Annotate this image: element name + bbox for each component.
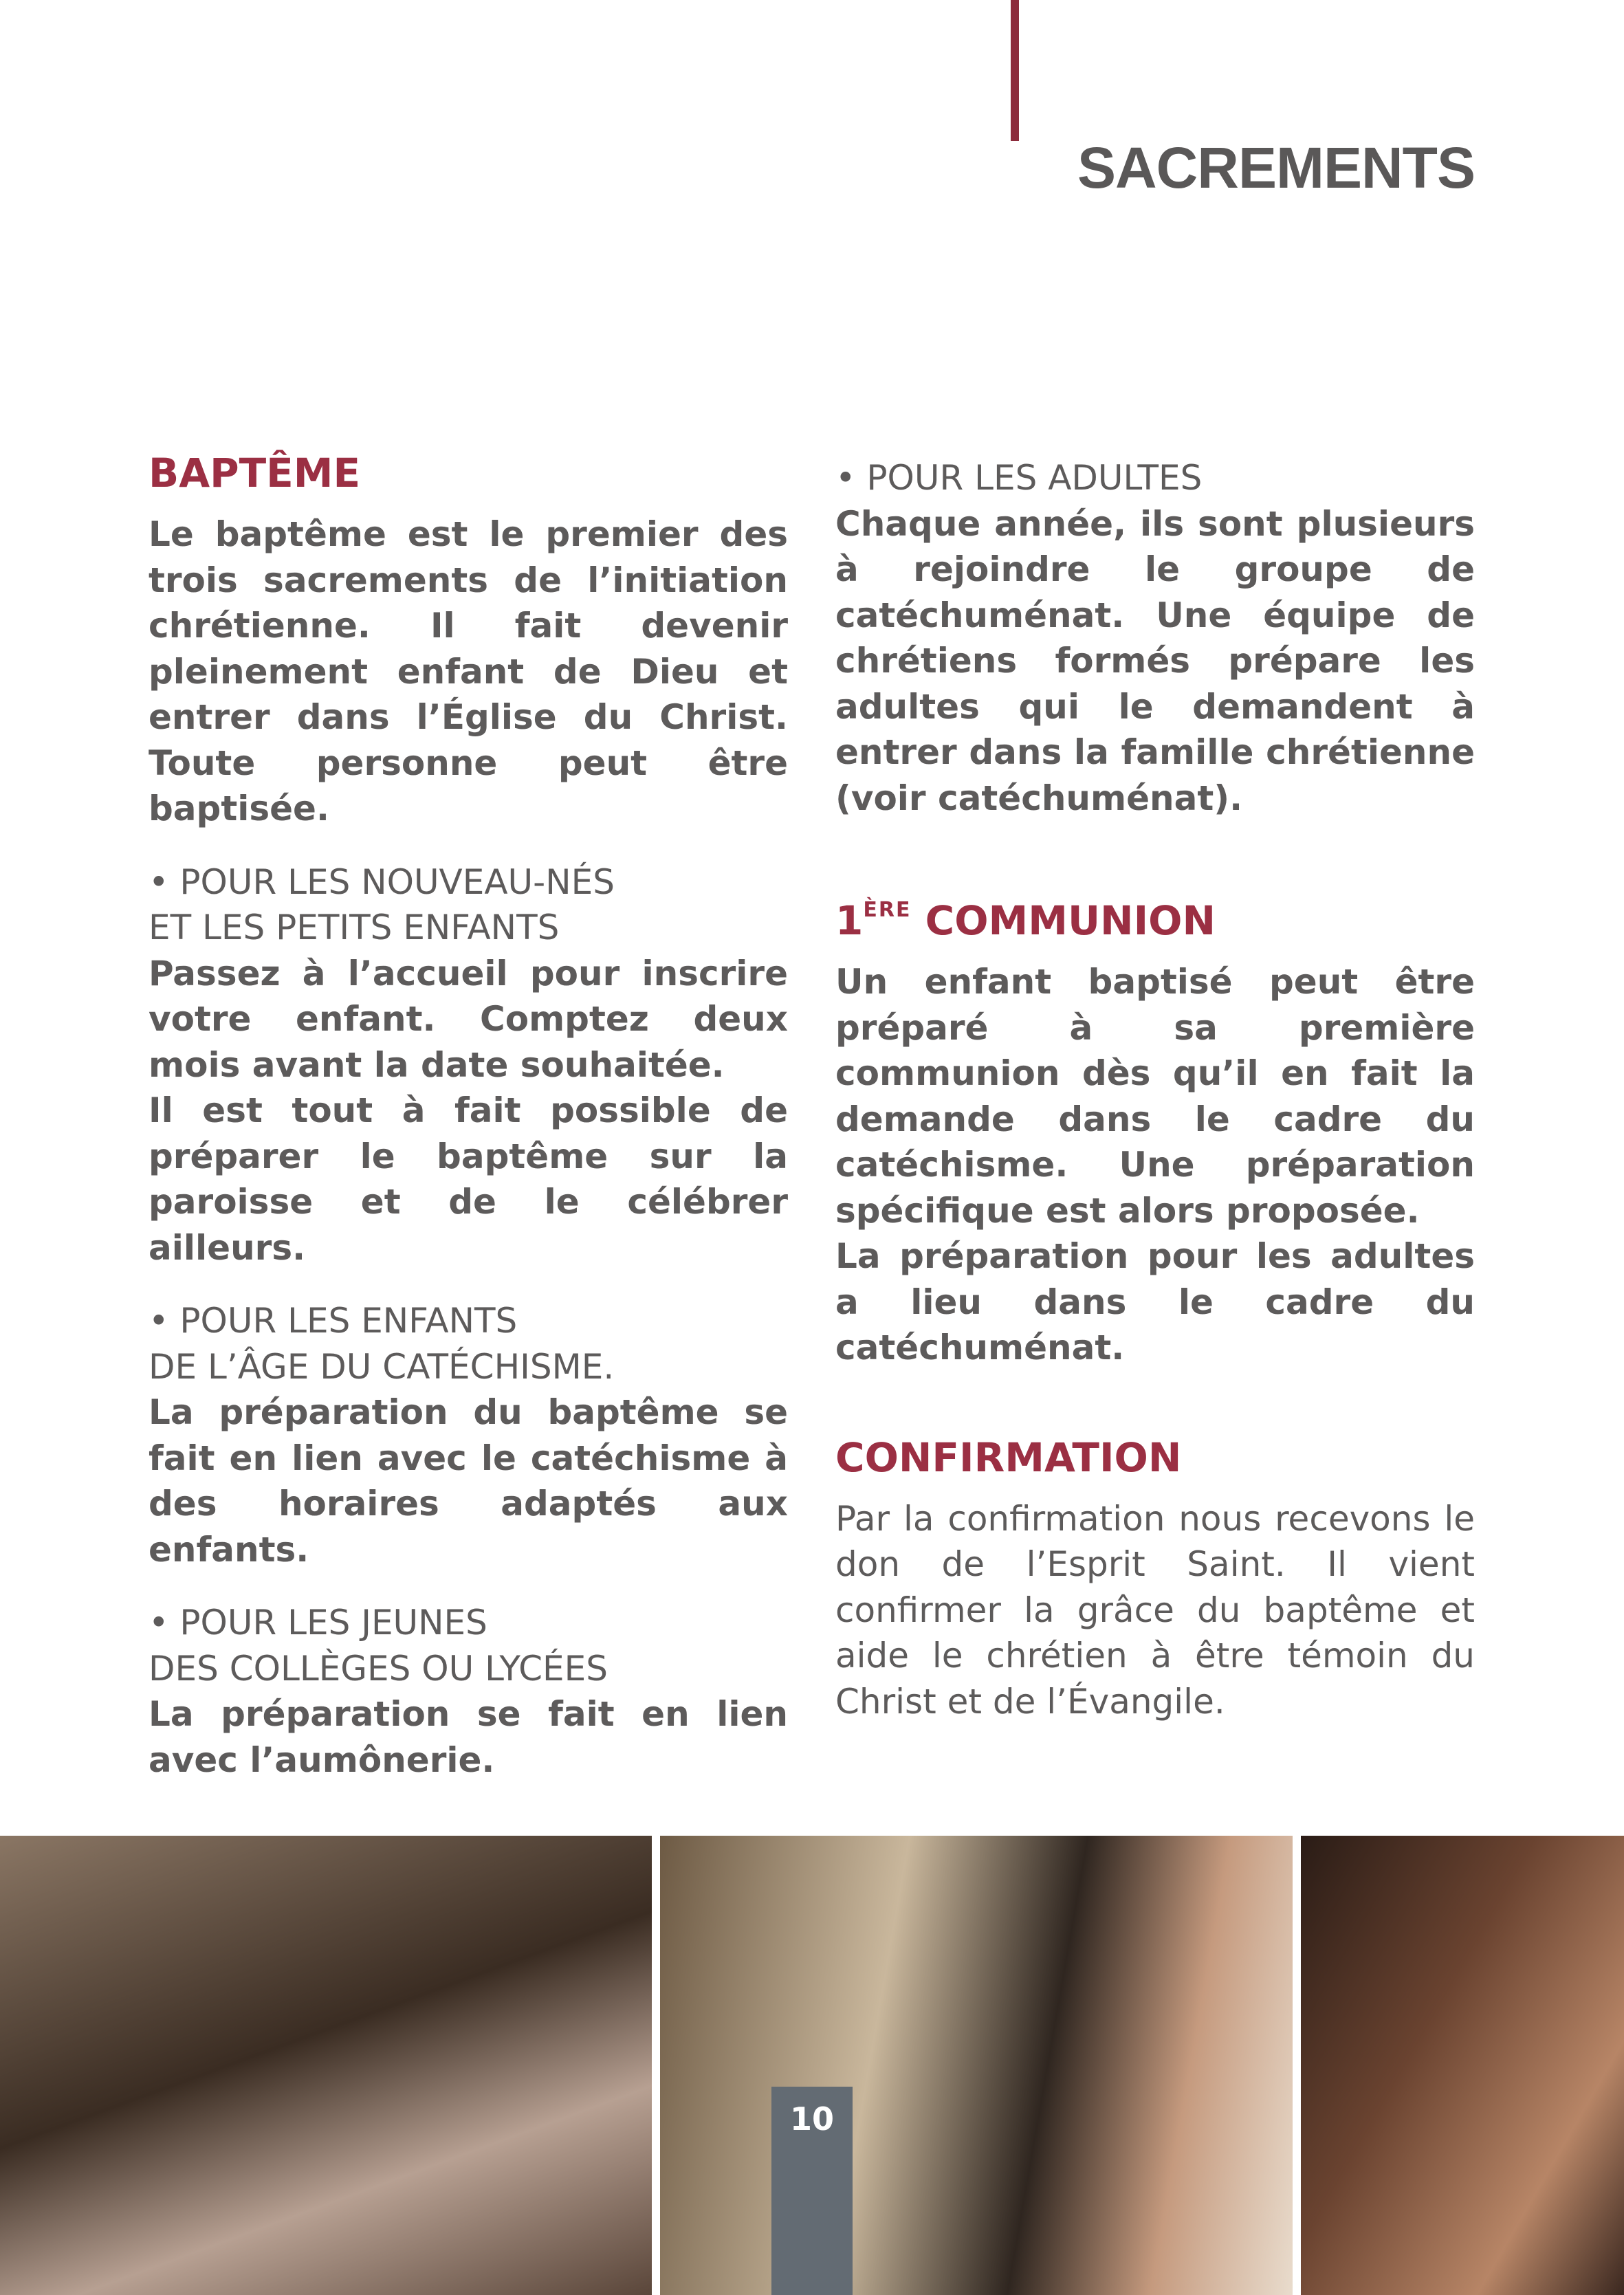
- confirmation-heading: CONFIRMATION: [835, 1434, 1182, 1481]
- communion-text: Un enfant baptisé peut être préparé à sa première communion dès qu’il en fait la demande dans le cadre du catéchisme. Une préparation spécifique est alors proposée.: [835, 962, 1475, 1231]
- newborns-text: Passez à l’accueil pour inscrire votre enfant. Comptez deux mois avant la date souhaitée.: [149, 953, 788, 1085]
- youth-subheading-1: • POUR LES JEUNES: [149, 1603, 487, 1643]
- right-column: [835, 455, 1475, 1724]
- top-rule-accent: [1011, 0, 1019, 141]
- confirmation-text: Par la confirmation nous recevons le don de l’Esprit Saint. Il vient confirmer la grâce du baptême et aide le chrétien à être témoin du Christ et de l’Évangile.: [835, 1498, 1475, 1722]
- confirmation-photo: [1301, 1836, 1624, 2295]
- left-column: [149, 447, 788, 1783]
- communion-photo: [660, 1836, 1293, 2295]
- bapteme-heading: BAPTÊME: [149, 450, 361, 496]
- communion-heading: 1ÈRE COMMUNION: [835, 897, 1216, 944]
- newborns-subheading-1: • POUR LES NOUVEAU-NÉS: [149, 861, 615, 902]
- children-subheading-1: • POUR LES ENFANTS: [149, 1301, 518, 1341]
- communion-text-2: La préparation pour les adultes a lieu dans le cadre du catéchuménat.: [835, 1236, 1475, 1368]
- children-subheading-2: DE L’ÂGE DU CATÉCHISME.: [149, 1346, 615, 1387]
- youth-subheading-2: DES COLLÈGES OU LYCÉES: [149, 1648, 608, 1689]
- children-text: La préparation du baptême se fait en lien avec le catéchisme à des horaires adaptés aux enfants.: [149, 1392, 788, 1570]
- newborns-subheading-2: ET LES PETITS ENFANTS: [149, 908, 560, 947]
- bapteme-intro: Le baptême est le premier des trois sacrements de l’initiation chrétienne. Il fait devenir pleinement enfant de Dieu et entrer dans l’Église du Christ. Toute personne peut être baptisée.: [149, 514, 788, 828]
- page-number: 10: [771, 2087, 853, 2295]
- adults-text: Chaque année, ils sont plusieurs à rejoindre le groupe de catéchuménat. Une équipe de chrétiens formés prépare les adultes qui le demandent à entrer dans la famille chrétienne (voir catéchuménat).: [835, 503, 1475, 818]
- section-title: SACREMENTS: [1077, 135, 1475, 200]
- adults-subheading: • POUR LES ADULTES: [835, 458, 1203, 498]
- baptism-photo: [0, 1836, 652, 2295]
- newborns-text-2: Il est tout à fait possible de préparer le baptême sur la paroisse et de le célébrer ailleurs.: [149, 1090, 788, 1268]
- youth-text: La préparation se fait en lien avec l’aumônerie.: [149, 1694, 788, 1780]
